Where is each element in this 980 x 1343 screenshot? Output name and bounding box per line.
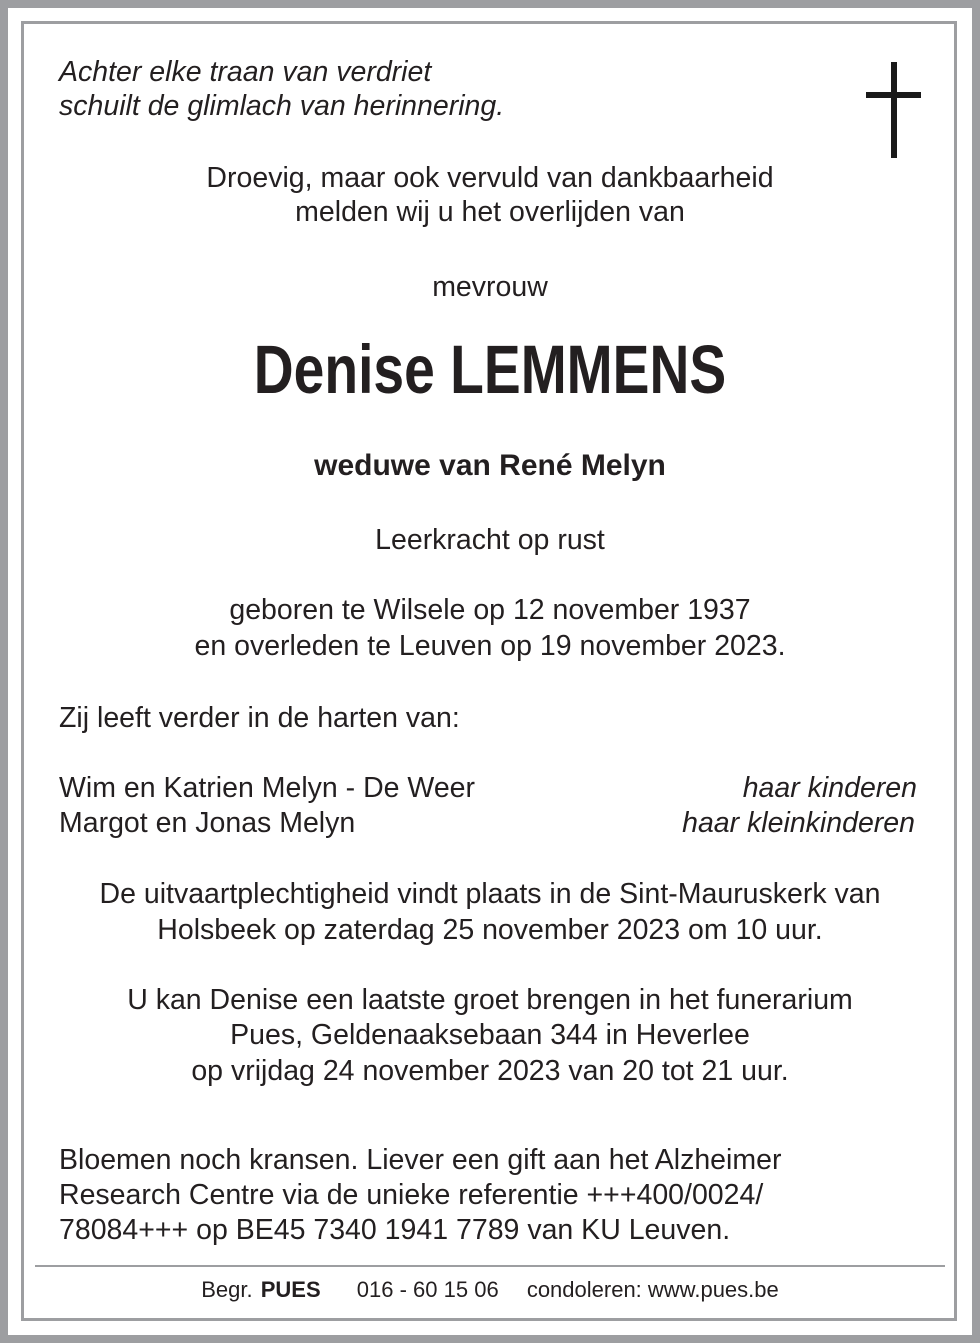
footer: [24, 1277, 956, 1303]
intro-line-1: Droevig, maar ook vervuld van dankbaarheid: [206, 162, 774, 194]
survivor-relation: haar kleinkinderen: [682, 807, 915, 839]
visitation-line-1: U kan Denise een laatste groet brengen in het funerarium: [127, 984, 853, 1016]
intro-line-2: melden wij u het overlijden van: [295, 196, 685, 228]
flowers-line-3: 78084+++ op BE45 7340 1941 7789 van KU Leuven.: [59, 1214, 731, 1246]
footer-company: PUES: [260, 1277, 321, 1302]
death-line: en overleden te Leuven op 19 november 2023.: [194, 630, 786, 662]
title: mevrouw: [432, 271, 548, 303]
quote-line-2: schuilt de glimlach van herinnering.: [59, 90, 505, 122]
profession: Leerkracht op rust: [375, 524, 605, 556]
quote-line-1: Achter elke traan van verdriet: [59, 56, 432, 88]
survivor-relation: haar kinderen: [742, 772, 917, 804]
survivor-names: Wim en Katrien Melyn - De Weer: [59, 772, 476, 804]
survivor-names: Margot en Jonas Melyn: [59, 807, 356, 839]
footer-website[interactable]: condoleren: www.pues.be: [526, 1277, 779, 1302]
spouse: weduwe van René Melyn: [314, 449, 666, 482]
flowers-line-2: Research Centre via de unieke referentie +++400/0024/: [59, 1179, 764, 1211]
survivors-intro: Zij leeft verder in de harten van:: [59, 702, 460, 734]
footer-prefix: Begr.: [201, 1277, 253, 1302]
footer-divider: [35, 1265, 945, 1267]
footer-phone: 016 - 60 15 06: [356, 1277, 499, 1302]
cross-icon: [891, 62, 897, 158]
visitation-line-2: Pues, Geldenaaksebaan 344 in Heverlee: [230, 1019, 750, 1051]
deceased-name: Denise LEMMENS: [253, 331, 727, 408]
birth-line: geboren te Wilsele op 12 november 1937: [229, 594, 751, 626]
funeral-line-2: Holsbeek op zaterdag 25 november 2023 om 10 uur.: [157, 914, 823, 946]
flowers-line-1: Bloemen noch kransen. Liever een gift aan het Alzheimer: [59, 1144, 782, 1176]
visitation-line-3: op vrijdag 24 november 2023 van 20 tot 21 uur.: [191, 1055, 789, 1087]
funeral-line-1: De uitvaartplechtigheid vindt plaats in de Sint-Mauruskerk van: [99, 878, 881, 910]
cross-icon-bar: [866, 92, 921, 98]
